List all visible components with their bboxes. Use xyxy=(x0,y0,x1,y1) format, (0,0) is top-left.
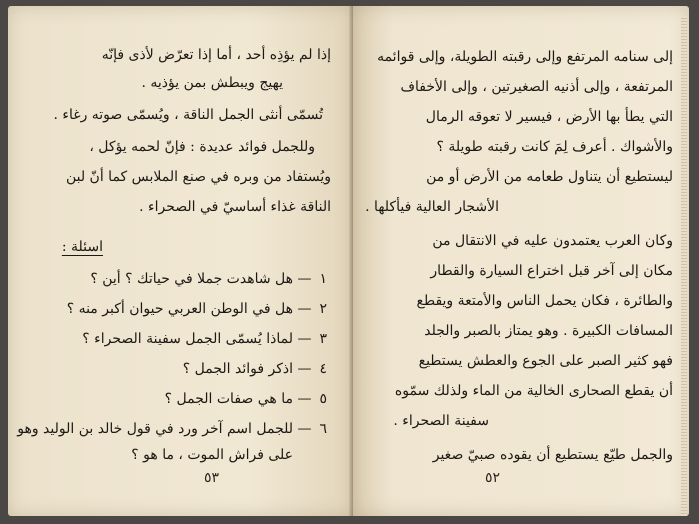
text-line: والأشواك . أعرف لِمَ كانت رقبته طويلة ؟ xyxy=(436,139,673,155)
left-page xyxy=(8,6,353,516)
question-text: — لماذا يُسمّى الجمل سفينة الصحراء ؟ xyxy=(82,331,312,347)
text-line: سفينة الصحراء . xyxy=(393,413,489,429)
text-line: الأشجار العالية فيأكلها . xyxy=(365,199,499,215)
text-line: المرتفعة ، وإلى أذنيه الصغيرتين ، وإلى الأخفاف xyxy=(400,79,673,95)
question-number: ٤ xyxy=(319,361,327,377)
question-text: — اذكر فوائد الجمل ؟ xyxy=(182,361,312,377)
question-item xyxy=(165,390,327,408)
question-number: ٥ xyxy=(319,391,327,407)
question-number: ١ xyxy=(319,271,327,287)
text-line: أن يقطع الصحارى الخالية من الماء ولذلك سمّوه xyxy=(394,383,673,399)
page-edge xyxy=(681,16,687,516)
text-line: وكان العرب يعتمدون عليه في الانتقال من xyxy=(432,233,673,249)
page-number: ٥٢ xyxy=(485,470,501,486)
text-line: والجمل طيّع يستطيع أن يقوده صبيّ صغير xyxy=(432,447,673,463)
question-item xyxy=(82,330,327,348)
text-line: مكان إلى آخر قبل اختراع السيارة والقطار xyxy=(430,263,673,279)
questions-heading: اسئلة : xyxy=(61,239,103,255)
question-text: — هل في الوطن العربي حيوان أكبر منه ؟ xyxy=(66,301,312,317)
text-line: التي يطأ بها الأرض ، فيسير لا تعوقه الرمال xyxy=(425,109,673,125)
text-line: وللجمل فوائد عديدة : فإنّ لحمه يؤكل ، xyxy=(89,139,315,155)
text-line: إلى سنامه المرتفع وإلى رقبته الطويلة، وإلى قوائمه xyxy=(377,49,673,65)
text-line: إذا لم يؤذِه أحد ، أما إذا تعرّض لأذى فإنّه xyxy=(101,47,331,63)
question-text: — للجمل اسم آخر ورد في قول خالد بن الوليد وهو xyxy=(17,421,312,437)
question-number: ٢ xyxy=(319,301,327,317)
text-line: يهيج ويبطش بمن يؤذيه . xyxy=(141,75,283,91)
text-line: ويُستفاد من وبره في صنع الملابس كما أنّ لبن xyxy=(65,169,331,185)
text-line: تُسمّى أنثى الجمل الناقة ، ويُسمّى صوته رغاء . xyxy=(53,107,323,123)
page-number: ٥٣ xyxy=(204,470,220,486)
text-line: الناقة غذاء أساسيّ في الصحراء . xyxy=(139,199,331,215)
question-text: — هل شاهدت جملا في حياتك ؟ أين ؟ xyxy=(90,271,312,287)
text-line: ليستطيع أن يتناول طعامه من الأرض أو من xyxy=(426,169,673,185)
text-line: فهو كثير الصبر على الجوع والعطش يستطيع xyxy=(418,353,673,369)
question-item xyxy=(67,300,327,318)
text-line: المسافات الكبيرة . وهو يمتاز بالصبر والجلد xyxy=(424,323,673,339)
question-item xyxy=(90,270,327,288)
question-text: — ما هي صفات الجمل ؟ xyxy=(164,391,312,407)
question-number: ٣ xyxy=(319,331,327,347)
question-item xyxy=(183,360,327,378)
question-continuation: على فراش الموت ، ما هو ؟ xyxy=(131,447,293,463)
text-line: والطائرة ، فكان يحمل الناس والأمتعة ويقطع xyxy=(416,293,673,309)
right-page xyxy=(353,6,689,516)
question-item xyxy=(17,420,327,438)
question-number: ٦ xyxy=(319,421,327,437)
